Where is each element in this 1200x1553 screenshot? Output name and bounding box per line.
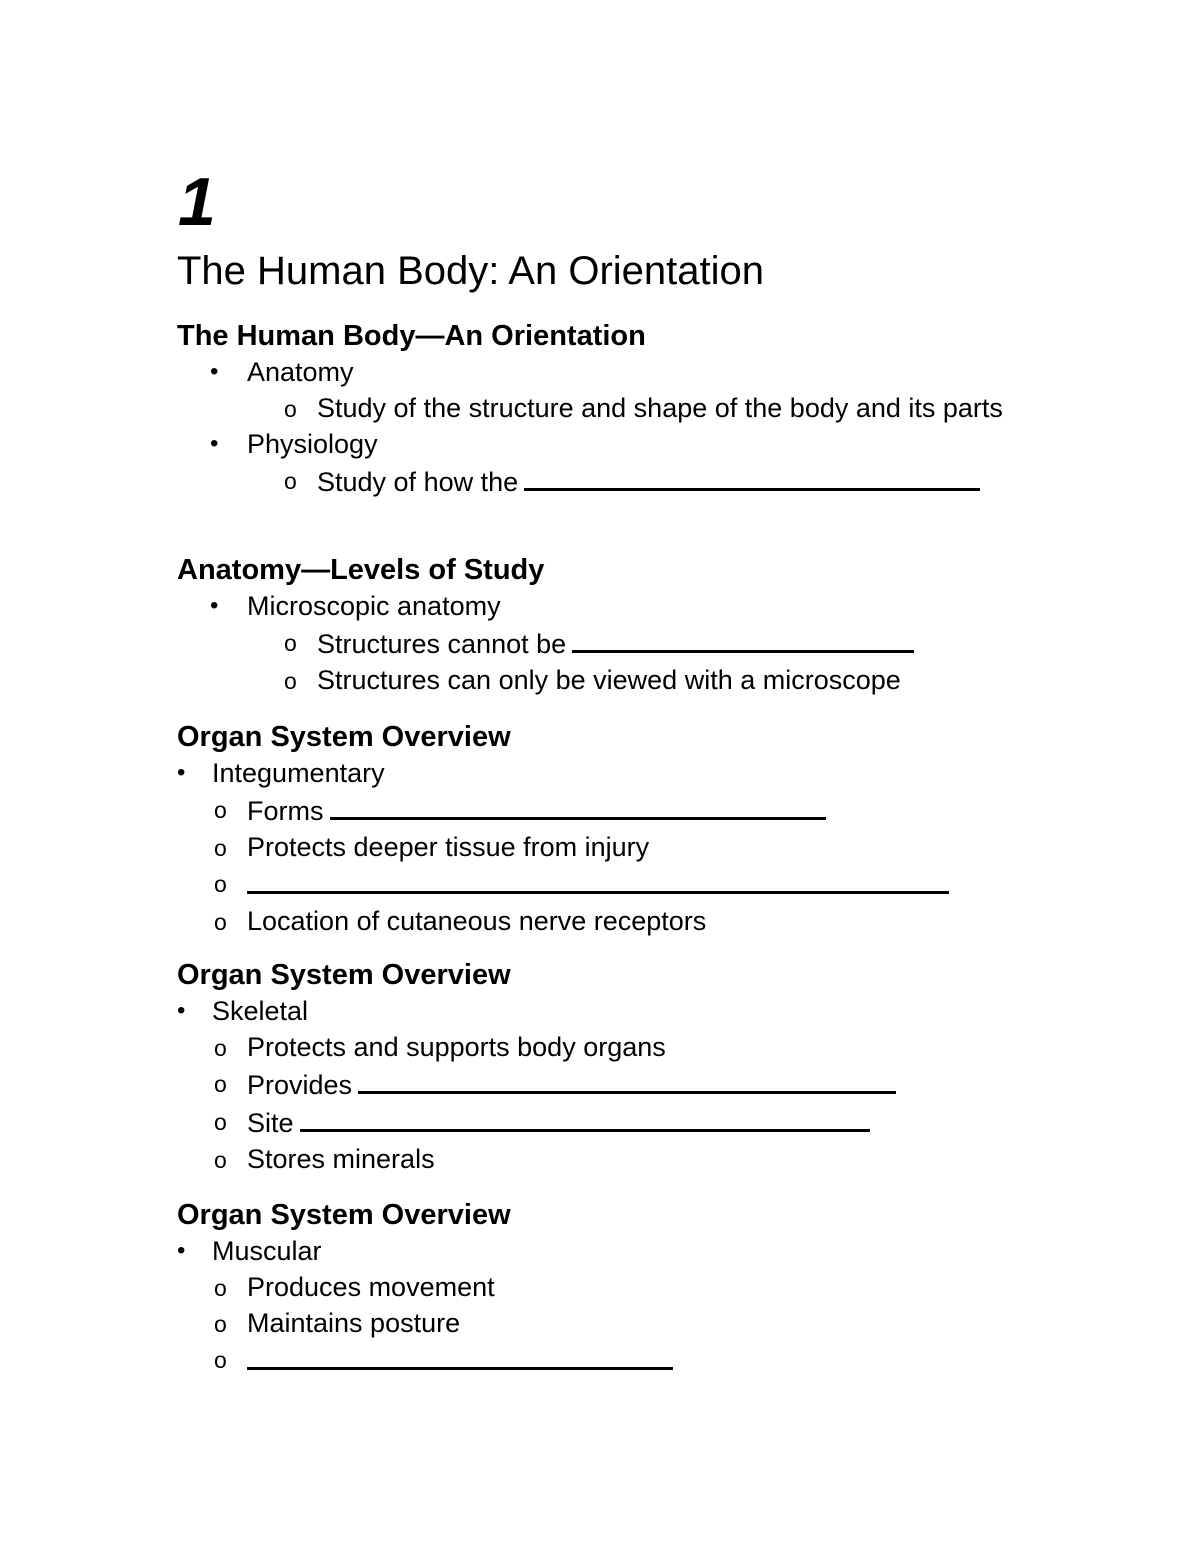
sub-list-item xyxy=(177,1269,1077,1305)
sub-list-item xyxy=(247,462,1077,500)
sub-list xyxy=(247,624,1077,698)
sub-item-text: Study of how the xyxy=(317,467,519,497)
sub-list-item xyxy=(177,791,1077,829)
sub-item-text: Produces movement xyxy=(247,1272,495,1302)
list-item-label: Microscopic anatomy xyxy=(247,591,501,621)
section-skeletal xyxy=(177,957,1077,1177)
sub-item-text: Protects and supports body organs xyxy=(247,1032,666,1062)
sub-list xyxy=(247,462,1077,500)
list-item xyxy=(177,426,1077,500)
sub-list-item xyxy=(177,829,1077,865)
sub-list-item xyxy=(247,624,1077,662)
section-heading: Organ System Overview xyxy=(177,721,511,753)
sub-list-item xyxy=(177,865,1077,903)
fill-in-blank xyxy=(247,1341,673,1370)
section-integumentary xyxy=(177,719,1077,939)
section-heading: Anatomy—Levels of Study xyxy=(177,554,545,586)
list-item-label: Muscular xyxy=(212,1236,322,1266)
section-heading: Organ System Overview xyxy=(177,1199,511,1231)
section-heading: Organ System Overview xyxy=(177,959,511,991)
fill-in-blank xyxy=(300,1103,870,1132)
sub-item-text: Protects deeper tissue from injury xyxy=(247,832,650,862)
sub-list-item xyxy=(177,1305,1077,1341)
list-item-label: Anatomy xyxy=(247,357,354,387)
sub-list xyxy=(247,390,1077,426)
fill-in-blank xyxy=(572,624,914,653)
sub-list xyxy=(212,791,1077,939)
sub-list-item xyxy=(177,1065,1077,1103)
section-heading: The Human Body—An Orientation xyxy=(177,320,646,352)
sub-item-text: Maintains posture xyxy=(247,1308,461,1338)
sub-item-text: Structures can only be viewed with a microscope xyxy=(317,665,901,695)
bullet-list xyxy=(177,1233,1077,1379)
sub-item-text: Structures cannot be xyxy=(317,629,567,659)
sub-list-item xyxy=(177,903,1077,939)
list-item xyxy=(177,1233,1077,1379)
sub-item-text: Study of the structure and shape of the body and its parts xyxy=(317,393,1003,423)
fill-in-blank xyxy=(358,1065,896,1094)
sub-list-item xyxy=(177,1103,1077,1141)
section-orientation xyxy=(177,318,1077,500)
sub-list-item xyxy=(247,390,1077,426)
list-item xyxy=(177,354,1077,426)
list-item xyxy=(177,993,1077,1177)
list-item xyxy=(177,588,1077,698)
fill-in-blank xyxy=(247,865,949,894)
list-item-label: Skeletal xyxy=(212,996,309,1026)
fill-in-blank xyxy=(524,462,980,491)
section-levels-of-study xyxy=(177,552,1077,698)
chapter-number: 1 xyxy=(178,164,216,240)
sub-list-item xyxy=(247,662,1077,698)
sub-list xyxy=(212,1029,1077,1177)
sub-item-text: Site xyxy=(247,1108,294,1138)
bullet-list xyxy=(177,354,1077,500)
sub-item-text: Provides xyxy=(247,1070,353,1100)
sub-item-text: Location of cutaneous nerve receptors xyxy=(247,906,707,936)
bullet-list xyxy=(177,755,1077,939)
sub-item-text: Forms xyxy=(247,796,324,826)
sub-list-item xyxy=(177,1029,1077,1065)
section-muscular xyxy=(177,1197,1077,1379)
sub-list-item xyxy=(177,1341,1077,1379)
sub-list-item xyxy=(177,1141,1077,1177)
list-item xyxy=(177,755,1077,939)
sub-list xyxy=(212,1269,1077,1379)
sub-item-text: Stores minerals xyxy=(247,1144,435,1174)
chapter-title: The Human Body: An Orientation xyxy=(177,249,764,293)
list-item-label: Integumentary xyxy=(212,758,385,788)
fill-in-blank xyxy=(330,791,826,820)
bullet-list xyxy=(177,588,1077,698)
list-item-label: Physiology xyxy=(247,429,378,459)
bullet-list xyxy=(177,993,1077,1177)
